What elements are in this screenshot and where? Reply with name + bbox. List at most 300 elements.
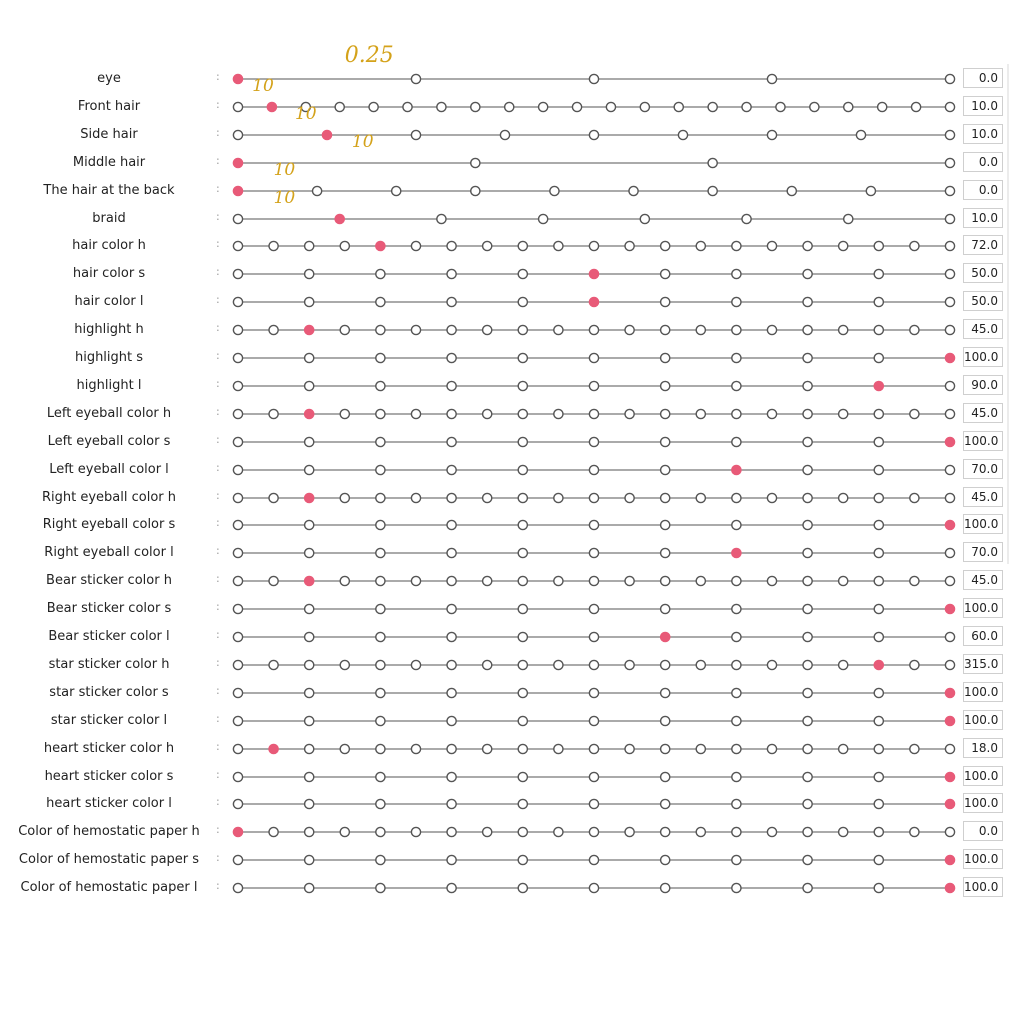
slider-stop[interactable] xyxy=(661,772,670,781)
slider-stop[interactable] xyxy=(661,549,670,558)
slider-stop[interactable] xyxy=(945,130,954,139)
slider-stop[interactable] xyxy=(269,325,278,334)
slider-stop[interactable] xyxy=(732,437,741,446)
slider-value-field[interactable]: 10.0 xyxy=(963,96,1003,116)
slider-stop[interactable] xyxy=(803,828,812,837)
slider-thumb-selected[interactable] xyxy=(945,688,954,697)
slider-stop[interactable] xyxy=(874,549,883,558)
slider-stop[interactable] xyxy=(471,186,480,195)
slider-stop[interactable] xyxy=(376,465,385,474)
slider-stop[interactable] xyxy=(625,325,634,334)
slider-track[interactable] xyxy=(230,209,958,229)
slider-value-field[interactable]: 90.0 xyxy=(963,375,1003,395)
slider-stop[interactable] xyxy=(269,409,278,418)
slider-stop[interactable] xyxy=(233,549,242,558)
slider-value-field[interactable]: 18.0 xyxy=(963,738,1003,758)
slider-stop[interactable] xyxy=(874,577,883,586)
slider-stop[interactable] xyxy=(945,242,954,251)
slider-stop[interactable] xyxy=(305,353,314,362)
slider-stop[interactable] xyxy=(233,270,242,279)
slider-stop[interactable] xyxy=(305,744,314,753)
slider-stop[interactable] xyxy=(447,632,456,641)
slider-stop[interactable] xyxy=(340,325,349,334)
slider-stop[interactable] xyxy=(518,353,527,362)
slider-stop[interactable] xyxy=(483,744,492,753)
slider-stop[interactable] xyxy=(945,660,954,669)
slider-stop[interactable] xyxy=(305,883,314,892)
slider-track[interactable] xyxy=(230,460,958,480)
slider-stop[interactable] xyxy=(589,660,598,669)
slider-stop[interactable] xyxy=(945,381,954,390)
slider-stop[interactable] xyxy=(376,549,385,558)
slider-stop[interactable] xyxy=(803,688,812,697)
slider-stop[interactable] xyxy=(233,660,242,669)
slider-stop[interactable] xyxy=(661,465,670,474)
slider-stop[interactable] xyxy=(376,632,385,641)
slider-stop[interactable] xyxy=(447,660,456,669)
slider-stop[interactable] xyxy=(233,298,242,307)
slider-stop[interactable] xyxy=(305,632,314,641)
slider-thumb-selected[interactable] xyxy=(945,883,954,892)
slider-stop[interactable] xyxy=(767,744,776,753)
slider-stop[interactable] xyxy=(483,493,492,502)
slider-stop[interactable] xyxy=(554,325,563,334)
slider-stop[interactable] xyxy=(447,270,456,279)
slider-stop[interactable] xyxy=(447,353,456,362)
slider-stop[interactable] xyxy=(589,828,598,837)
slider-value-field[interactable]: 100.0 xyxy=(963,598,1003,618)
slider-stop[interactable] xyxy=(874,409,883,418)
slider-stop[interactable] xyxy=(305,660,314,669)
slider-value-field[interactable]: 100.0 xyxy=(963,766,1003,786)
slider-stop[interactable] xyxy=(539,102,548,111)
slider-stop[interactable] xyxy=(696,744,705,753)
slider-stop[interactable] xyxy=(874,242,883,251)
slider-value-field[interactable]: 100.0 xyxy=(963,877,1003,897)
slider-stop[interactable] xyxy=(447,604,456,613)
slider-stop[interactable] xyxy=(839,828,848,837)
slider-stop[interactable] xyxy=(625,744,634,753)
slider-stop[interactable] xyxy=(696,660,705,669)
slider-stop[interactable] xyxy=(803,465,812,474)
slider-stop[interactable] xyxy=(874,604,883,613)
slider-stop[interactable] xyxy=(803,800,812,809)
slider-stop[interactable] xyxy=(483,828,492,837)
slider-stop[interactable] xyxy=(839,577,848,586)
slider-stop[interactable] xyxy=(554,242,563,251)
slider-stop[interactable] xyxy=(589,381,598,390)
slider-stop[interactable] xyxy=(305,465,314,474)
slider-stop[interactable] xyxy=(661,353,670,362)
slider-value-field[interactable]: 72.0 xyxy=(963,235,1003,255)
slider-stop[interactable] xyxy=(340,242,349,251)
slider-value-field[interactable]: 45.0 xyxy=(963,487,1003,507)
slider-value-field[interactable]: 100.0 xyxy=(963,347,1003,367)
slider-stop[interactable] xyxy=(447,521,456,530)
slider-stop[interactable] xyxy=(447,298,456,307)
slider-stop[interactable] xyxy=(589,130,598,139)
slider-value-field[interactable]: 45.0 xyxy=(963,319,1003,339)
slider-stop[interactable] xyxy=(732,242,741,251)
slider-track[interactable] xyxy=(230,627,958,647)
slider-stop[interactable] xyxy=(233,353,242,362)
slider-stop[interactable] xyxy=(376,325,385,334)
slider-stop[interactable] xyxy=(945,632,954,641)
slider-stop[interactable] xyxy=(696,325,705,334)
slider-thumb-selected[interactable] xyxy=(267,102,276,111)
slider-track[interactable] xyxy=(230,320,958,340)
slider-stop[interactable] xyxy=(554,660,563,669)
slider-stop[interactable] xyxy=(589,883,598,892)
slider-stop[interactable] xyxy=(589,521,598,530)
slider-value-field[interactable]: 100.0 xyxy=(963,849,1003,869)
slider-track[interactable] xyxy=(230,236,958,256)
slider-thumb-selected[interactable] xyxy=(732,465,741,474)
slider-stop[interactable] xyxy=(732,800,741,809)
slider-stop[interactable] xyxy=(661,577,670,586)
slider-stop[interactable] xyxy=(305,381,314,390)
slider-value-field[interactable]: 0.0 xyxy=(963,821,1003,841)
slider-stop[interactable] xyxy=(369,102,378,111)
slider-stop[interactable] xyxy=(945,298,954,307)
slider-stop[interactable] xyxy=(437,214,446,223)
slider-stop[interactable] xyxy=(844,102,853,111)
slider-thumb-selected[interactable] xyxy=(305,493,314,502)
slider-stop[interactable] xyxy=(376,409,385,418)
slider-stop[interactable] xyxy=(945,409,954,418)
slider-stop[interactable] xyxy=(411,744,420,753)
slider-stop[interactable] xyxy=(767,325,776,334)
slider-stop[interactable] xyxy=(625,493,634,502)
slider-stop[interactable] xyxy=(233,102,242,111)
slider-thumb-selected[interactable] xyxy=(945,772,954,781)
slider-stop[interactable] xyxy=(233,688,242,697)
slider-value-field[interactable]: 50.0 xyxy=(963,263,1003,283)
slider-stop[interactable] xyxy=(483,409,492,418)
slider-stop[interactable] xyxy=(803,242,812,251)
slider-stop[interactable] xyxy=(625,409,634,418)
slider-stop[interactable] xyxy=(233,381,242,390)
slider-stop[interactable] xyxy=(767,242,776,251)
slider-stop[interactable] xyxy=(874,437,883,446)
slider-stop[interactable] xyxy=(910,577,919,586)
slider-stop[interactable] xyxy=(233,883,242,892)
slider-stop[interactable] xyxy=(233,856,242,865)
slider-track[interactable] xyxy=(230,767,958,787)
slider-stop[interactable] xyxy=(803,716,812,725)
slider-stop[interactable] xyxy=(732,856,741,865)
slider-track[interactable] xyxy=(230,515,958,535)
slider-stop[interactable] xyxy=(376,688,385,697)
slider-stop[interactable] xyxy=(589,800,598,809)
slider-stop[interactable] xyxy=(376,772,385,781)
slider-stop[interactable] xyxy=(874,493,883,502)
slider-stop[interactable] xyxy=(945,186,954,195)
slider-stop[interactable] xyxy=(447,325,456,334)
slider-stop[interactable] xyxy=(874,716,883,725)
slider-stop[interactable] xyxy=(732,381,741,390)
slider-stop[interactable] xyxy=(376,577,385,586)
slider-stop[interactable] xyxy=(518,549,527,558)
slider-stop[interactable] xyxy=(874,744,883,753)
slider-stop[interactable] xyxy=(447,883,456,892)
slider-thumb-selected[interactable] xyxy=(233,828,242,837)
slider-thumb-selected[interactable] xyxy=(945,521,954,530)
slider-track[interactable] xyxy=(230,711,958,731)
slider-stop[interactable] xyxy=(305,856,314,865)
slider-stop[interactable] xyxy=(874,521,883,530)
slider-stop[interactable] xyxy=(767,577,776,586)
slider-stop[interactable] xyxy=(767,130,776,139)
slider-stop[interactable] xyxy=(376,828,385,837)
slider-stop[interactable] xyxy=(500,130,509,139)
slider-stop[interactable] xyxy=(447,437,456,446)
slider-stop[interactable] xyxy=(625,828,634,837)
slider-thumb-selected[interactable] xyxy=(322,130,331,139)
slider-stop[interactable] xyxy=(305,437,314,446)
slider-stop[interactable] xyxy=(732,883,741,892)
slider-stop[interactable] xyxy=(803,353,812,362)
slider-stop[interactable] xyxy=(518,856,527,865)
slider-stop[interactable] xyxy=(305,828,314,837)
slider-value-field[interactable]: 70.0 xyxy=(963,542,1003,562)
slider-stop[interactable] xyxy=(678,130,687,139)
slider-stop[interactable] xyxy=(606,102,615,111)
slider-stop[interactable] xyxy=(910,242,919,251)
slider-stop[interactable] xyxy=(518,744,527,753)
slider-stop[interactable] xyxy=(910,325,919,334)
slider-stop[interactable] xyxy=(787,186,796,195)
slider-stop[interactable] xyxy=(376,660,385,669)
slider-stop[interactable] xyxy=(803,632,812,641)
slider-stop[interactable] xyxy=(572,102,581,111)
slider-stop[interactable] xyxy=(945,158,954,167)
slider-stop[interactable] xyxy=(589,772,598,781)
slider-stop[interactable] xyxy=(589,465,598,474)
slider-stop[interactable] xyxy=(874,325,883,334)
slider-stop[interactable] xyxy=(661,883,670,892)
slider-value-field[interactable]: 0.0 xyxy=(963,152,1003,172)
slider-stop[interactable] xyxy=(661,381,670,390)
slider-stop[interactable] xyxy=(767,74,776,83)
slider-stop[interactable] xyxy=(589,409,598,418)
slider-thumb-selected[interactable] xyxy=(732,549,741,558)
slider-stop[interactable] xyxy=(411,325,420,334)
slider-stop[interactable] xyxy=(839,493,848,502)
slider-stop[interactable] xyxy=(233,772,242,781)
slider-stop[interactable] xyxy=(661,716,670,725)
slider-stop[interactable] xyxy=(518,632,527,641)
slider-thumb-selected[interactable] xyxy=(945,800,954,809)
slider-stop[interactable] xyxy=(518,409,527,418)
slider-stop[interactable] xyxy=(874,298,883,307)
slider-track[interactable] xyxy=(230,153,958,173)
slider-stop[interactable] xyxy=(945,744,954,753)
slider-stop[interactable] xyxy=(305,604,314,613)
slider-value-field[interactable]: 70.0 xyxy=(963,459,1003,479)
slider-stop[interactable] xyxy=(233,577,242,586)
slider-stop[interactable] xyxy=(803,744,812,753)
slider-stop[interactable] xyxy=(447,772,456,781)
slider-stop[interactable] xyxy=(803,604,812,613)
slider-stop[interactable] xyxy=(589,577,598,586)
slider-stop[interactable] xyxy=(874,465,883,474)
slider-stop[interactable] xyxy=(340,744,349,753)
slider-stop[interactable] xyxy=(661,660,670,669)
slider-thumb-selected[interactable] xyxy=(233,186,242,195)
slider-stop[interactable] xyxy=(233,437,242,446)
slider-stop[interactable] xyxy=(376,521,385,530)
slider-stop[interactable] xyxy=(269,828,278,837)
slider-stop[interactable] xyxy=(640,102,649,111)
slider-stop[interactable] xyxy=(518,270,527,279)
slider-stop[interactable] xyxy=(483,242,492,251)
slider-stop[interactable] xyxy=(589,856,598,865)
slider-stop[interactable] xyxy=(874,688,883,697)
slider-stop[interactable] xyxy=(411,130,420,139)
slider-stop[interactable] xyxy=(810,102,819,111)
slider-stop[interactable] xyxy=(554,828,563,837)
slider-stop[interactable] xyxy=(589,493,598,502)
slider-stop[interactable] xyxy=(661,604,670,613)
slider-stop[interactable] xyxy=(640,214,649,223)
slider-stop[interactable] xyxy=(732,353,741,362)
slider-stop[interactable] xyxy=(518,521,527,530)
slider-stop[interactable] xyxy=(233,632,242,641)
slider-stop[interactable] xyxy=(269,660,278,669)
slider-thumb-selected[interactable] xyxy=(945,353,954,362)
slider-stop[interactable] xyxy=(376,493,385,502)
slider-stop[interactable] xyxy=(708,186,717,195)
slider-track[interactable] xyxy=(230,822,958,842)
slider-stop[interactable] xyxy=(803,772,812,781)
slider-stop[interactable] xyxy=(945,465,954,474)
slider-stop[interactable] xyxy=(776,102,785,111)
slider-stop[interactable] xyxy=(910,409,919,418)
slider-stop[interactable] xyxy=(376,883,385,892)
slider-thumb-selected[interactable] xyxy=(335,214,344,223)
slider-stop[interactable] xyxy=(874,353,883,362)
slider-stop[interactable] xyxy=(742,102,751,111)
slider-stop[interactable] xyxy=(767,660,776,669)
slider-stop[interactable] xyxy=(305,688,314,697)
slider-stop[interactable] xyxy=(518,772,527,781)
slider-stop[interactable] xyxy=(945,102,954,111)
slider-stop[interactable] xyxy=(661,856,670,865)
slider-stop[interactable] xyxy=(447,549,456,558)
slider-stop[interactable] xyxy=(589,325,598,334)
slider-stop[interactable] xyxy=(874,772,883,781)
slider-stop[interactable] xyxy=(732,604,741,613)
slider-stop[interactable] xyxy=(708,158,717,167)
slider-stop[interactable] xyxy=(625,660,634,669)
slider-stop[interactable] xyxy=(839,744,848,753)
slider-stop[interactable] xyxy=(340,493,349,502)
slider-stop[interactable] xyxy=(437,102,446,111)
slider-stop[interactable] xyxy=(910,828,919,837)
slider-stop[interactable] xyxy=(674,102,683,111)
slider-track[interactable] xyxy=(230,794,958,814)
slider-stop[interactable] xyxy=(732,325,741,334)
slider-stop[interactable] xyxy=(910,660,919,669)
slider-stop[interactable] xyxy=(767,828,776,837)
slider-stop[interactable] xyxy=(629,186,638,195)
slider-stop[interactable] xyxy=(803,493,812,502)
slider-thumb-selected[interactable] xyxy=(269,744,278,753)
slider-stop[interactable] xyxy=(305,549,314,558)
slider-value-field[interactable]: 10.0 xyxy=(963,124,1003,144)
slider-stop[interactable] xyxy=(803,660,812,669)
slider-stop[interactable] xyxy=(661,270,670,279)
slider-stop[interactable] xyxy=(732,632,741,641)
slider-stop[interactable] xyxy=(732,716,741,725)
slider-stop[interactable] xyxy=(233,493,242,502)
slider-stop[interactable] xyxy=(518,577,527,586)
slider-stop[interactable] xyxy=(305,242,314,251)
slider-stop[interactable] xyxy=(742,214,751,223)
slider-stop[interactable] xyxy=(483,577,492,586)
slider-stop[interactable] xyxy=(696,409,705,418)
slider-stop[interactable] xyxy=(447,493,456,502)
slider-track[interactable] xyxy=(230,348,958,368)
slider-thumb-selected[interactable] xyxy=(233,158,242,167)
slider-stop[interactable] xyxy=(844,214,853,223)
slider-stop[interactable] xyxy=(411,660,420,669)
slider-track[interactable] xyxy=(230,69,958,89)
slider-stop[interactable] xyxy=(447,800,456,809)
slider-stop[interactable] xyxy=(945,270,954,279)
slider-stop[interactable] xyxy=(233,744,242,753)
slider-stop[interactable] xyxy=(910,493,919,502)
slider-stop[interactable] xyxy=(589,353,598,362)
slider-stop[interactable] xyxy=(447,856,456,865)
slider-track[interactable] xyxy=(230,97,958,117)
slider-stop[interactable] xyxy=(874,883,883,892)
slider-track[interactable] xyxy=(230,655,958,675)
slider-stop[interactable] xyxy=(803,409,812,418)
slider-stop[interactable] xyxy=(696,242,705,251)
slider-stop[interactable] xyxy=(233,242,242,251)
slider-stop[interactable] xyxy=(696,493,705,502)
slider-stop[interactable] xyxy=(411,242,420,251)
slider-stop[interactable] xyxy=(233,604,242,613)
slider-stop[interactable] xyxy=(732,409,741,418)
slider-thumb-selected[interactable] xyxy=(305,325,314,334)
slider-stop[interactable] xyxy=(233,130,242,139)
slider-stop[interactable] xyxy=(269,242,278,251)
slider-thumb-selected[interactable] xyxy=(233,74,242,83)
slider-thumb-selected[interactable] xyxy=(945,716,954,725)
slider-stop[interactable] xyxy=(483,325,492,334)
slider-track[interactable] xyxy=(230,432,958,452)
slider-stop[interactable] xyxy=(803,856,812,865)
slider-stop[interactable] xyxy=(732,772,741,781)
slider-stop[interactable] xyxy=(866,186,875,195)
slider-stop[interactable] xyxy=(411,828,420,837)
slider-stop[interactable] xyxy=(376,856,385,865)
slider-stop[interactable] xyxy=(945,214,954,223)
slider-stop[interactable] xyxy=(839,242,848,251)
slider-stop[interactable] xyxy=(554,493,563,502)
slider-stop[interactable] xyxy=(661,493,670,502)
slider-stop[interactable] xyxy=(589,688,598,697)
slider-value-field[interactable]: 100.0 xyxy=(963,793,1003,813)
slider-stop[interactable] xyxy=(313,186,322,195)
slider-value-field[interactable]: 0.0 xyxy=(963,68,1003,88)
slider-thumb-selected[interactable] xyxy=(874,660,883,669)
slider-stop[interactable] xyxy=(661,325,670,334)
slider-stop[interactable] xyxy=(447,242,456,251)
